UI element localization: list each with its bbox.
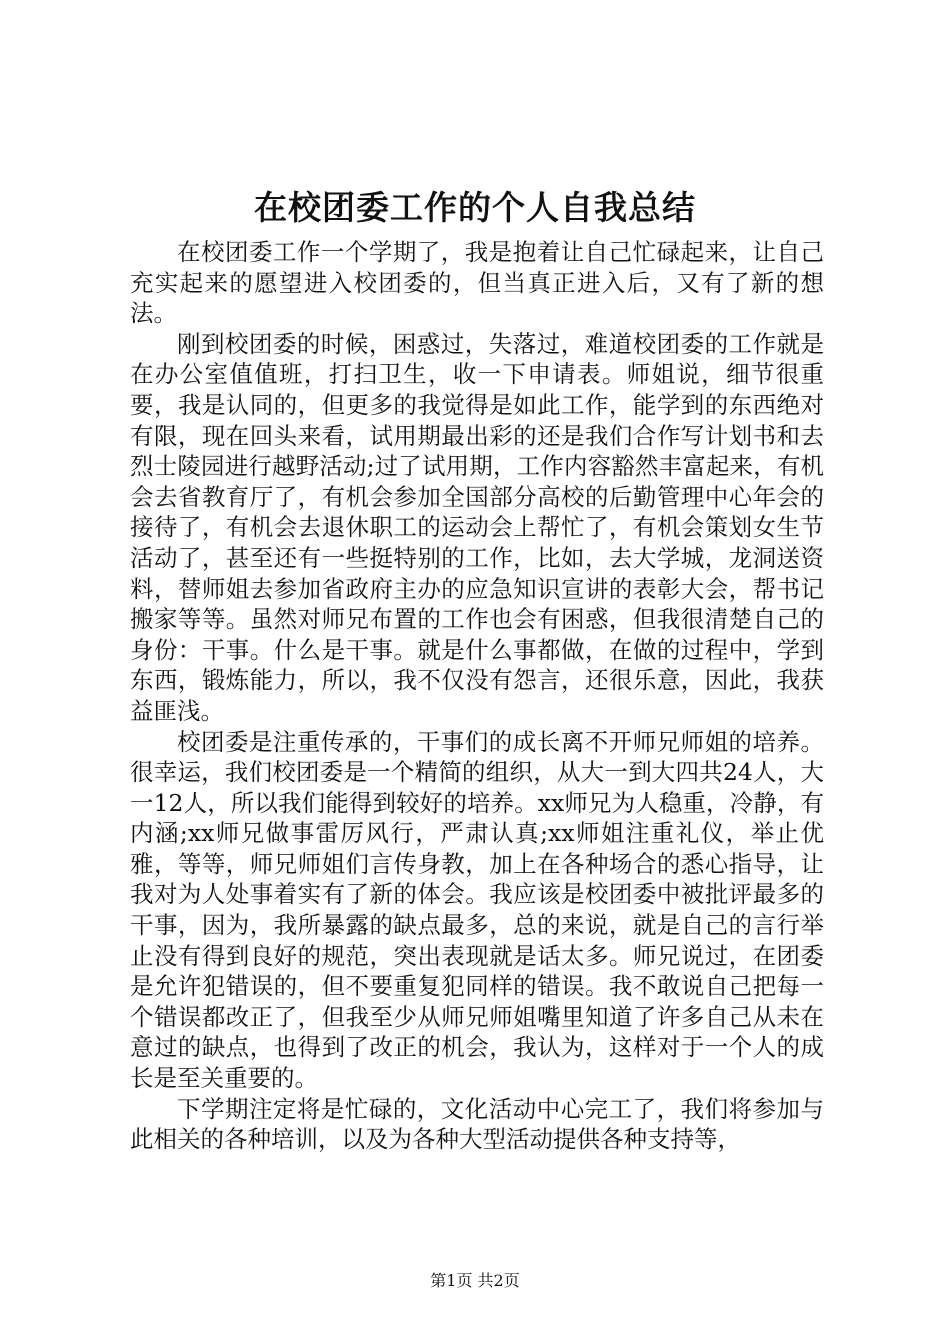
paragraph-4: 下学期注定将是忙碌的，文化活动中心完工了，我们将参加与此相关的各种培训，以及为各种大型活动提供各种支持等， [130,1094,824,1154]
document-title: 在校团委工作的个人自我总结 [254,188,696,227]
paragraph-2: 刚到校团委的时候，困惑过，失落过，难道校团委的工作就是在办公室值值班，打扫卫生，收一下申请表。师姐说，细节很重要，我是认同的，但更多的我觉得是如此工作，能学到的东西绝对有限，现在回头来看，试用期最出彩的还是我们合作写计划书和去烈士陵园进行越野活动;过了试用期，工作内容豁然丰富起来，有机会去省教育厅了，有机会参加全国部分高校的后勤管理中心年会的接待了，有机会去退休职工的运动会上帮忙了，有机会策划女生节活动了，甚至还有一些挺特别的工作，比如，去大学城，龙洞送资料，替师姐去参加省政府主办的应急知识宣讲的表彰大会，帮书记搬家等等。虽然对师兄布置的工作也会有困惑，但我很清楚自己的身份：干事。什么是干事。就是什么事都做，在做的过程中，学到东西，锻炼能力，所以，我不仅没有怨言，还很乐意，因此，我获益匪浅。 [130,329,824,725]
page-number-footer: 第1页 共2页 [430,1271,520,1290]
paragraph-1: 在校团委工作一个学期了，我是抱着让自己忙碌起来，让自己充实起来的愿望进入校团委的，但当真正进入后，又有了新的想法。 [130,238,824,328]
document-body [130,237,824,1155]
paragraph-3: 校团委是注重传承的，干事们的成长离不开师兄师姐的培养。很幸运，我们校团委是一个精简的组织，从大一到大四共24人，大一12人，所以我们能得到较好的培养。xx师兄为人稳重，冷静，有内涵;xx师兄做事雷厉风行，严肃认真;xx师姐注重礼仪，举止优雅，等等，师兄师姐们言传身教，加上在各种场合的悉心指导，让我对为人处事着实有了新的体会。我应该是校团委中被批评最多的干事，因为，我所暴露的缺点最多，总的来说，就是自己的言行举止没有得到良好的规范，突出表现就是话太多。师兄说过，在团委是允许犯错误的，但不要重复犯同样的错误。我不敢说自己把每一个错误都改正了，但我至少从师兄师姐嘴里知道了许多自己从未在意过的缺点，也得到了改正的机会，我认为，这样对于一个人的成长是至关重要的。 [130,727,824,1093]
